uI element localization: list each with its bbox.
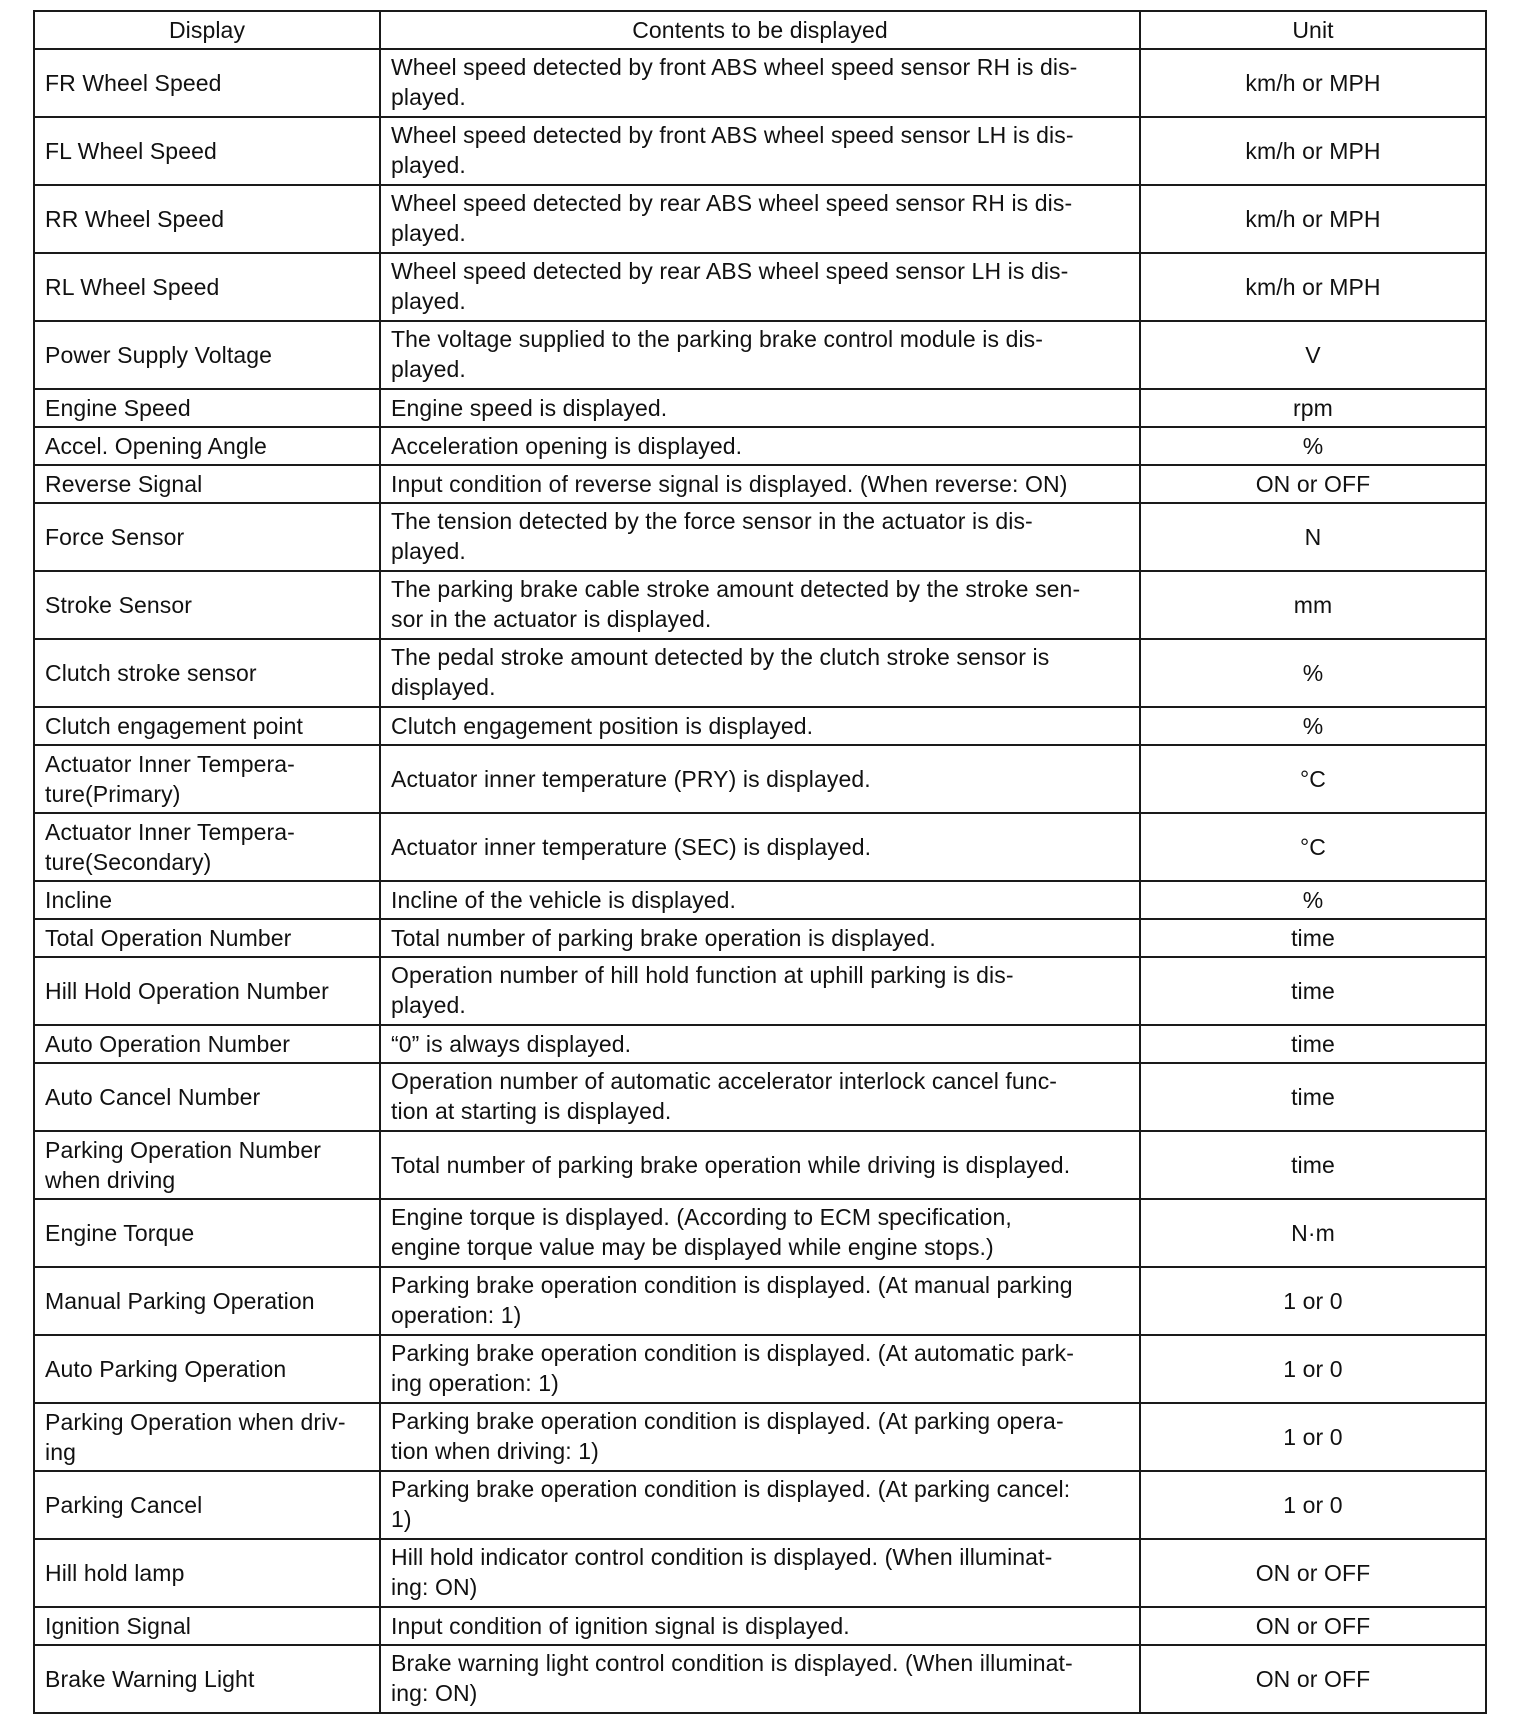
table-row	[34, 745, 1486, 813]
cell-display: Engine Torque	[34, 1199, 380, 1267]
cell-display: FL Wheel Speed	[34, 117, 380, 185]
cell-unit: time	[1140, 1025, 1486, 1063]
cell-unit: %	[1140, 707, 1486, 745]
cell-contents: Parking brake operation condition is displayed. (At parking cancel: 1)	[380, 1471, 1140, 1539]
cell-contents: The voltage supplied to the parking brake control module is dis- played.	[380, 321, 1140, 389]
cell-contents: Operation number of automatic accelerator interlock cancel func- tion at starting is displayed.	[380, 1063, 1140, 1131]
cell-contents: Wheel speed detected by rear ABS wheel speed sensor RH is dis- played.	[380, 185, 1140, 253]
cell-contents: Incline of the vehicle is displayed.	[380, 881, 1140, 919]
table-row	[34, 321, 1486, 389]
cell-display: Engine Speed	[34, 389, 380, 427]
table-row	[34, 707, 1486, 745]
header-display: Display	[34, 11, 380, 49]
cell-unit: mm	[1140, 571, 1486, 639]
cell-display: Parking Operation Number when driving	[34, 1131, 380, 1199]
table-row	[34, 1267, 1486, 1335]
data-monitor-table-container	[33, 10, 1485, 1714]
table-row	[34, 1645, 1486, 1713]
table-row	[34, 919, 1486, 957]
header-unit: Unit	[1140, 11, 1486, 49]
table-row	[34, 957, 1486, 1025]
table-row	[34, 503, 1486, 571]
table-row	[34, 427, 1486, 465]
cell-unit: km/h or MPH	[1140, 117, 1486, 185]
table-row	[34, 389, 1486, 427]
cell-display: Accel. Opening Angle	[34, 427, 380, 465]
cell-unit: %	[1140, 427, 1486, 465]
table-row	[34, 881, 1486, 919]
table-row	[34, 1063, 1486, 1131]
cell-unit: 1 or 0	[1140, 1471, 1486, 1539]
cell-display: RR Wheel Speed	[34, 185, 380, 253]
cell-contents: The pedal stroke amount detected by the clutch stroke sensor is displayed.	[380, 639, 1140, 707]
cell-display: FR Wheel Speed	[34, 49, 380, 117]
cell-unit: km/h or MPH	[1140, 185, 1486, 253]
cell-unit: time	[1140, 957, 1486, 1025]
cell-unit: ON or OFF	[1140, 1539, 1486, 1607]
cell-unit: km/h or MPH	[1140, 253, 1486, 321]
cell-contents: Actuator inner temperature (PRY) is displayed.	[380, 745, 1140, 813]
cell-display: Brake Warning Light	[34, 1645, 380, 1713]
cell-unit: ON or OFF	[1140, 1645, 1486, 1713]
cell-unit: %	[1140, 639, 1486, 707]
cell-unit: °C	[1140, 745, 1486, 813]
cell-contents: Parking brake operation condition is displayed. (At parking opera- tion when driving: 1)	[380, 1403, 1140, 1471]
cell-display: RL Wheel Speed	[34, 253, 380, 321]
cell-display: Hill Hold Operation Number	[34, 957, 380, 1025]
table-row	[34, 813, 1486, 881]
table-row	[34, 1131, 1486, 1199]
data-monitor-table	[33, 10, 1487, 1714]
cell-contents: Wheel speed detected by front ABS wheel speed sensor LH is dis- played.	[380, 117, 1140, 185]
cell-contents: Input condition of ignition signal is displayed.	[380, 1607, 1140, 1645]
table-row	[34, 465, 1486, 503]
cell-display: Clutch stroke sensor	[34, 639, 380, 707]
cell-display: Auto Operation Number	[34, 1025, 380, 1063]
cell-contents: Parking brake operation condition is displayed. (At automatic park- ing operation: 1)	[380, 1335, 1140, 1403]
cell-unit: 1 or 0	[1140, 1267, 1486, 1335]
cell-display: Actuator Inner Tempera- ture(Primary)	[34, 745, 380, 813]
cell-display: Reverse Signal	[34, 465, 380, 503]
cell-display: Ignition Signal	[34, 1607, 380, 1645]
cell-unit: ON or OFF	[1140, 1607, 1486, 1645]
cell-contents: Wheel speed detected by front ABS wheel speed sensor RH is dis- played.	[380, 49, 1140, 117]
cell-display: Hill hold lamp	[34, 1539, 380, 1607]
cell-display: Incline	[34, 881, 380, 919]
table-row	[34, 1471, 1486, 1539]
table-row	[34, 253, 1486, 321]
cell-contents: Engine speed is displayed.	[380, 389, 1140, 427]
cell-unit: %	[1140, 881, 1486, 919]
table-body	[34, 49, 1486, 1713]
table-row	[34, 1025, 1486, 1063]
cell-contents: Wheel speed detected by rear ABS wheel speed sensor LH is dis- played.	[380, 253, 1140, 321]
cell-contents: Acceleration opening is displayed.	[380, 427, 1140, 465]
table-row	[34, 639, 1486, 707]
table-row	[34, 49, 1486, 117]
cell-contents: The tension detected by the force sensor in the actuator is dis- played.	[380, 503, 1140, 571]
table-row	[34, 1335, 1486, 1403]
cell-unit: 1 or 0	[1140, 1403, 1486, 1471]
cell-display: Auto Parking Operation	[34, 1335, 380, 1403]
cell-contents: Clutch engagement position is displayed.	[380, 707, 1140, 745]
table-row	[34, 1199, 1486, 1267]
cell-display: Stroke Sensor	[34, 571, 380, 639]
table-row	[34, 1403, 1486, 1471]
cell-contents: Actuator inner temperature (SEC) is displayed.	[380, 813, 1140, 881]
cell-contents: Hill hold indicator control condition is displayed. (When illuminat- ing: ON)	[380, 1539, 1140, 1607]
cell-contents: Operation number of hill hold function at uphill parking is dis- played.	[380, 957, 1140, 1025]
cell-contents: The parking brake cable stroke amount detected by the stroke sen- sor in the actuator is displayed.	[380, 571, 1140, 639]
cell-unit: ON or OFF	[1140, 465, 1486, 503]
cell-display: Parking Cancel	[34, 1471, 380, 1539]
cell-unit: time	[1140, 1131, 1486, 1199]
cell-unit: km/h or MPH	[1140, 49, 1486, 117]
header-contents: Contents to be displayed	[380, 11, 1140, 49]
cell-unit: °C	[1140, 813, 1486, 881]
table-row	[34, 1607, 1486, 1645]
cell-contents: “0” is always displayed.	[380, 1025, 1140, 1063]
cell-unit: 1 or 0	[1140, 1335, 1486, 1403]
table-row	[34, 1539, 1486, 1607]
cell-contents: Brake warning light control condition is displayed. (When illuminat- ing: ON)	[380, 1645, 1140, 1713]
cell-display: Power Supply Voltage	[34, 321, 380, 389]
cell-unit: time	[1140, 1063, 1486, 1131]
cell-unit: N	[1140, 503, 1486, 571]
cell-contents: Total number of parking brake operation is displayed.	[380, 919, 1140, 957]
table-row	[34, 117, 1486, 185]
cell-unit: rpm	[1140, 389, 1486, 427]
cell-display: Clutch engagement point	[34, 707, 380, 745]
table-header-row	[34, 11, 1486, 49]
cell-display: Actuator Inner Tempera- ture(Secondary)	[34, 813, 380, 881]
cell-contents: Input condition of reverse signal is displayed. (When reverse: ON)	[380, 465, 1140, 503]
table-row	[34, 571, 1486, 639]
cell-contents: Total number of parking brake operation while driving is displayed.	[380, 1131, 1140, 1199]
cell-unit: time	[1140, 919, 1486, 957]
cell-unit: N·m	[1140, 1199, 1486, 1267]
cell-display: Auto Cancel Number	[34, 1063, 380, 1131]
table-row	[34, 185, 1486, 253]
cell-display: Parking Operation when driv- ing	[34, 1403, 380, 1471]
cell-contents: Parking brake operation condition is displayed. (At manual parking operation: 1)	[380, 1267, 1140, 1335]
cell-display: Manual Parking Operation	[34, 1267, 380, 1335]
cell-display: Total Operation Number	[34, 919, 380, 957]
cell-display: Force Sensor	[34, 503, 380, 571]
cell-unit: V	[1140, 321, 1486, 389]
cell-contents: Engine torque is displayed. (According to ECM specification, engine torque value may be displayed while engine stops.)	[380, 1199, 1140, 1267]
